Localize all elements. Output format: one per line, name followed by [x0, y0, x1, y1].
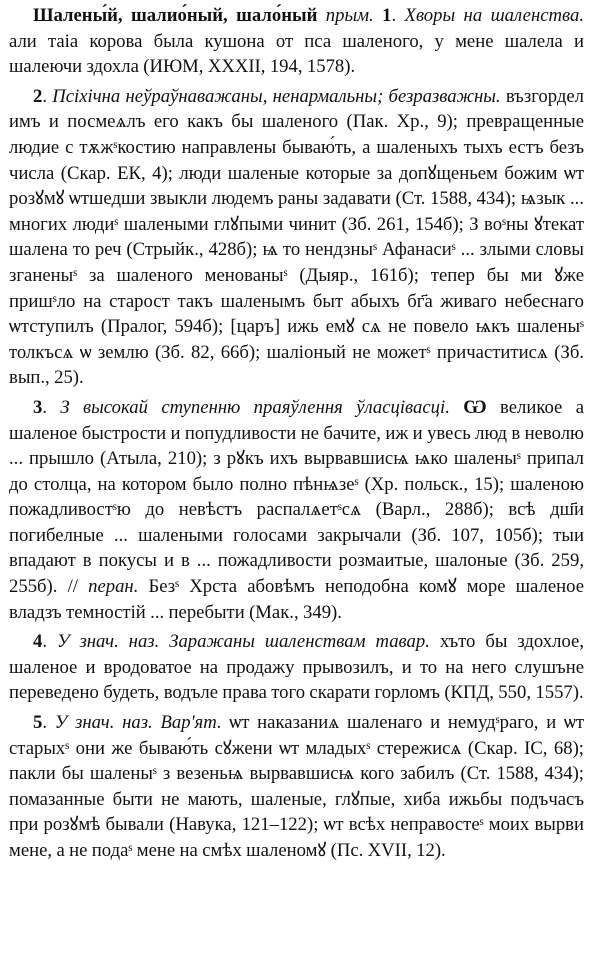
- bold-text: Шалены́й, шалио́ный, шало́ный: [33, 5, 318, 26]
- bold-text: 2: [33, 85, 43, 107]
- text-run: [374, 5, 382, 26]
- italic-text: прым.: [325, 5, 374, 26]
- dictionary-entry: [9, 3, 584, 864]
- bold-text: 3: [33, 396, 43, 418]
- italic-text: У знач. наз. Заражаны шаленствам тавар.: [56, 631, 430, 653]
- paragraph-headword-sense-1: [9, 3, 584, 80]
- paragraph-sense-3: [9, 395, 584, 625]
- italic-text: Псіхічна неўраўнаважаны, ненармальны; безразважны.: [52, 85, 501, 107]
- italic-text: Хворы на шаленства.: [404, 5, 584, 26]
- paragraph-sense-5: [9, 710, 584, 864]
- text-run: .: [391, 5, 405, 26]
- text-run: али таіа корова была кушона от пса шаленого, у мене шалела и шалеючи здохла (ИЮМ, XXXII, 194, 1578).: [9, 30, 584, 78]
- bold-text: Ѡ: [463, 396, 487, 418]
- text-run: [450, 397, 463, 418]
- bold-text: 4: [33, 631, 43, 653]
- text-run: .: [42, 396, 61, 418]
- text-run: .: [42, 712, 55, 734]
- paragraph-sense-4: [9, 629, 584, 706]
- italic-text: З высокай ступенню праяўлення ўласцівасці.: [60, 396, 450, 418]
- text-run: хъто бы здохлое, шаленое и вродоватое на продажу прывозилъ, и то на него слушъне переведено будеть, водъле права того скарати горломъ (КПД, 550, 1557).: [9, 631, 584, 704]
- text-run: Безˢ Хрста абовѣмъ неподобна комꙋ море шаленое владзъ темностій ... перебыти (Мак., 349).: [9, 576, 585, 623]
- bold-text: 5: [33, 712, 43, 734]
- text-run: [317, 5, 325, 26]
- text-run: ѡт наказаниѧ шаленаго и немудˢраго, и ѡт старыхˢ они же бываю́ть сꙋжени ѡт младыхˢ стережисѧ (Скар. IС, 68); пакли бы шаленыˢ з везеньѩ вырвавшисѩ кого забилъ (Ст. 1588, 434); помазанные быти не мають, шаленые, глꙋпые, хиба ижьбы подъчасъ при розꙋмѣ бывали (Навука, 121–122); ѡт всѣх неправостеˢ моих вырви мене, а не подаˢ мене на смѣх шаленомꙋ (Пс. XVII, 12).: [9, 712, 584, 861]
- paragraph-sense-2: [9, 84, 584, 391]
- italic-text: перан.: [88, 576, 139, 598]
- text-run: .: [42, 631, 57, 653]
- text-run: великое а шаленое быстрости и попудливости не бачите, иж и увесь люд в неволю ... прышло (Атыла, 210); з рꙋкъ ихъ вырвавшисѩ ѩко шаленыˢ припал до столца, на котором было полно пѣнѩзеˢ (Хр. польск., 15); шаленою пожадливостˢю до невѣстъ распалѧетˢсѧ (Варл., 288б); всѣ дш҃и погибелные ... шалеными голосами закрычали (Зб. 107, 105б); тыи впадают в покусы и в ... пожадливости розмаитые, шалоные (Зб. 259, 255б). //: [9, 396, 585, 598]
- bold-text: 1: [382, 5, 392, 26]
- text-run: възгордел имъ и посмеѧлъ его какъ бы шаленого (Пак. Хр., 9); превращенные людие с тѫжˢкостию направлены бываю́ть, а шаленыхъ тыхъ естъ безъ числа (Скар. ЕК, 4); люди шаленые которые за допꙋщеньем божим ѡт розꙋмꙋ ѡтшедши звыкли людемъ раны задавати (Ст. 1588, 434); ѩзык ... многих людиˢ шалеными глꙋпыми чинит (Зб. 261, 154б); З воˢны ꙋтекат шалена то реч (Стрыйк., 428б); ѩ то нендзныˢ Афанасиˢ ... злыми словы зганеныˢ за шаленого менованыˢ (Дыяр., 161б); тепер бы ми ꙋже пришˢло на старост такъ шаленымъ быт абыхъ бг҃а живаго небеснаго ѡтступилъ (Пралог, 594б); [царъ] ижь емꙋ сѧ не повело ѩкъ шаленыˢ толкъсѧ ѡ землю (Зб. 82, 66б); шаліоный не можетˢ причаститисѧ (Зб. вып., 25).: [9, 85, 584, 389]
- text-run: .: [42, 85, 53, 107]
- italic-text: У знач. наз. Вар'ят.: [54, 712, 222, 734]
